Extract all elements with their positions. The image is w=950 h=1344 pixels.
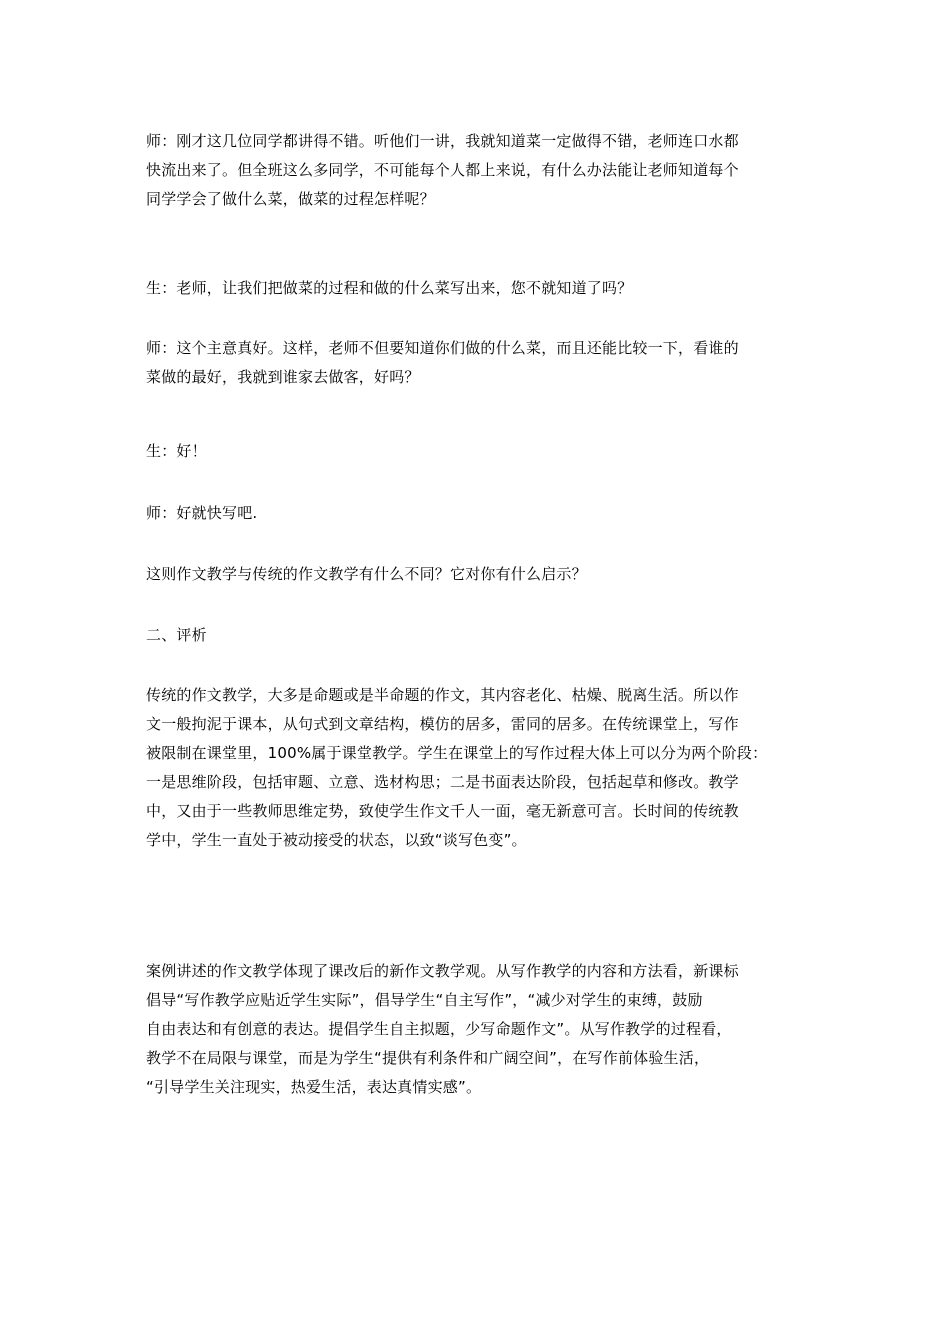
text-line: 这则作文教学与传统的作文教学有什么不同？它对你有什么启示？ (146, 565, 587, 583)
text-line: 师：好就快写吧. (146, 504, 258, 522)
paragraph-teacher-3 (146, 499, 806, 528)
text-line: 教学不在局限与课堂，而是为学生“提供有利条件和广阔空间”，在写作前体验生活， (146, 1049, 710, 1067)
text-line: 文一般拘泥于课本，从句式到文章结构，模仿的居多，雷同的居多。在传统课堂上，写作 (146, 715, 739, 733)
paragraph-teacher-1 (146, 127, 806, 214)
paragraph-teacher-2 (146, 334, 806, 392)
text-line: 生：好！ (146, 442, 207, 460)
text-line: 师：刚才这几位同学都讲得不错。听他们一讲，我就知道菜一定做得不错，老师连口水都 (146, 132, 739, 150)
text-line: 案例讲述的作文教学体现了课改后的新作文教学观。从写作教学的内容和方法看，新课标 (146, 962, 739, 980)
text-line: 倡导“写作教学应贴近学生实际”，倡导学生“自主写作”，“减少对学生的束缚，鼓励 (146, 991, 703, 1009)
text-line: 菜做的最好，我就到谁家去做客，好吗？ (146, 368, 420, 386)
text-line: 生：老师，让我们把做菜的过程和做的什么菜写出来，您不就知道了吗？ (146, 279, 633, 297)
text-line: 学中，学生一直处于被动接受的状态，以致“谈写色变”。 (146, 831, 527, 849)
text-line: 被限制在课堂里，100%属于课堂教学。学生在课堂上的写作过程大体上可以分为两个阶段： (146, 744, 768, 762)
text-line: 自由表达和有创意的表达。提倡学生自主拟题，少写命题作文”。从写作教学的过程看， (146, 1020, 732, 1038)
paragraph-student-1 (146, 274, 806, 303)
paragraph-student-2 (146, 437, 806, 466)
section-heading (146, 621, 806, 650)
text-line: “引导学生关注现实，热爱生活，表达真情实感”。 (146, 1078, 482, 1096)
paragraph-question (146, 560, 806, 589)
text-line: 传统的作文教学，大多是命题或是半命题的作文，其内容老化、枯燥、脱离生活。所以作 (146, 686, 739, 704)
text-line: 二、评析 (146, 626, 207, 644)
text-line: 师：这个主意真好。这样，老师不但要知道你们做的什么菜，而且还能比较一下，看谁的 (146, 339, 739, 357)
text-line: 中，又由于一些教师思维定势，致使学生作文千人一面，毫无新意可言。长时间的传统教 (146, 802, 739, 820)
text-line: 快流出来了。但全班这么多同学，不可能每个人都上来说，有什么办法能让老师知道每个 (146, 161, 739, 179)
text-line: 同学学会了做什么菜，做菜的过程怎样呢？ (146, 190, 435, 208)
text-line: 一是思维阶段，包括审题、立意、选材构思；二是书面表达阶段，包括起草和修改。教学 (146, 773, 739, 791)
paragraph-analysis-2 (146, 957, 806, 1102)
paragraph-analysis-1 (146, 681, 806, 855)
